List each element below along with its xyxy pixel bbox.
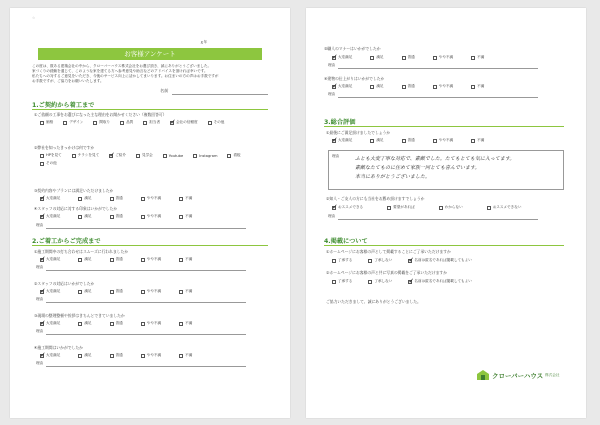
option[interactable] [110, 214, 123, 219]
option[interactable] [408, 258, 472, 263]
option-label: 不満 [477, 55, 485, 59]
option[interactable] [332, 258, 352, 263]
option[interactable] [110, 196, 123, 201]
option-label: Youtube [168, 153, 184, 158]
s3-q2-text: ②知人・ご友人の方にも当社をお薦め頂けますでしょうか [326, 196, 425, 201]
option[interactable] [332, 279, 352, 284]
checkbox[interactable] [110, 215, 114, 219]
s3-q2-reason-field[interactable] [338, 219, 538, 220]
s4-q1-text: ①ホームページにお客様の声として掲載することにご了承いただけますか [326, 249, 451, 254]
option[interactable] [368, 279, 392, 284]
option[interactable] [40, 153, 62, 158]
option-label: 満足 [84, 214, 92, 218]
q5-scale [332, 55, 484, 60]
option-label: 普通 [115, 196, 123, 200]
checkbox[interactable] [40, 121, 44, 125]
s2-q3-reason-field[interactable] [46, 334, 246, 335]
thanks-text: ご協力いただきまして、誠にありがとうございました。 [326, 299, 421, 304]
option[interactable] [227, 153, 240, 158]
s2-q1-text: ①施工期間中の打ち合わせはスムーズに行われましたか [34, 249, 129, 254]
option[interactable] [179, 196, 192, 201]
survey-page-2 [306, 8, 586, 418]
section-1-title: 1.ご契約から着工まで [32, 102, 95, 109]
option-label: 了承しない [374, 258, 393, 262]
q5-text: ⑤職人のマナーはいかがでしたか [324, 46, 381, 51]
checkbox[interactable] [110, 258, 114, 262]
option-label: 普通 [115, 321, 123, 325]
page-mark: ☆ [32, 16, 36, 20]
option-label: ご紹介 [115, 153, 126, 157]
option[interactable] [179, 214, 192, 219]
checkbox[interactable] [78, 290, 82, 294]
option[interactable] [332, 55, 352, 60]
option[interactable] [120, 120, 133, 125]
checkbox[interactable] [368, 280, 372, 284]
option-label: 間取り [99, 120, 111, 124]
option[interactable] [170, 120, 198, 125]
option[interactable] [110, 257, 123, 262]
name-field[interactable] [172, 94, 268, 95]
checkbox[interactable] [402, 56, 406, 60]
s1-q4-scale [40, 214, 192, 219]
checkbox[interactable] [370, 56, 374, 60]
option[interactable] [141, 214, 161, 219]
option[interactable] [487, 205, 522, 210]
section-1-rule [32, 109, 268, 110]
checkbox[interactable] [78, 322, 82, 326]
section-4-rule [324, 245, 564, 246]
checkbox[interactable] [40, 162, 44, 166]
checkbox[interactable] [110, 354, 114, 358]
q6-text: ⑥建物の仕上がりはいかがでしたか [324, 76, 385, 81]
option[interactable] [40, 353, 60, 358]
option-label: 満足 [84, 353, 92, 357]
section-2-rule [32, 245, 268, 246]
s2-q4-reason-field[interactable] [46, 366, 246, 367]
option-label: 普通 [407, 138, 415, 142]
checkbox[interactable] [433, 56, 437, 60]
checkbox[interactable] [141, 290, 145, 294]
option[interactable] [402, 138, 415, 143]
q5-reason-label: 理由 [328, 63, 336, 67]
option-label: その他 [46, 161, 57, 165]
option[interactable] [78, 353, 91, 358]
checkbox[interactable] [141, 322, 145, 326]
section-3-rule [324, 126, 564, 127]
option-label: 満足 [376, 84, 384, 88]
s3-q1-text: ①最後にご満足頂けましたでしょうか [326, 130, 391, 135]
checkbox[interactable] [433, 139, 437, 143]
option-label: 満足 [376, 55, 384, 59]
option-label: 見学会 [142, 153, 153, 157]
option-label: 満足 [84, 196, 92, 200]
checkbox[interactable] [487, 206, 491, 210]
s1-q1-text: ①ご依頼の工事をお選びになった主な理由をお聞かせください（複数回答可） [34, 112, 167, 117]
company-name: クローバーハウス [492, 371, 544, 380]
checkbox[interactable] [408, 280, 412, 284]
s1-q4-text: ④スタッフの対応に対する印象はいかがでしたか [34, 206, 118, 211]
checkbox[interactable] [332, 206, 336, 210]
checkbox[interactable] [471, 85, 475, 89]
s2-q1-reason-label: 理由 [36, 265, 44, 269]
option[interactable] [141, 353, 161, 358]
checkbox[interactable] [40, 258, 44, 262]
s2-q3-reason-label: 理由 [36, 329, 44, 333]
checkbox[interactable] [179, 215, 183, 219]
option[interactable] [179, 321, 192, 326]
option-label: 価格 [46, 120, 54, 124]
s2-q2-reason-field[interactable] [46, 302, 246, 303]
option-label: 不満 [185, 289, 193, 293]
option-label: 大変満足 [46, 289, 61, 293]
option-label: 看板 [233, 153, 241, 157]
checkbox[interactable] [141, 215, 145, 219]
checkbox[interactable] [78, 197, 82, 201]
option[interactable] [408, 279, 472, 284]
checkbox[interactable] [402, 139, 406, 143]
option[interactable] [471, 84, 484, 89]
s1-q2-options [40, 153, 265, 166]
option-label: 満足 [376, 138, 384, 142]
s2-q3-scale [40, 321, 192, 326]
checkbox[interactable] [170, 121, 174, 125]
option[interactable] [141, 289, 161, 294]
checkbox[interactable] [141, 258, 145, 262]
option[interactable] [40, 161, 57, 166]
checkbox[interactable] [163, 154, 167, 158]
checkbox[interactable] [368, 259, 372, 263]
s2-q2-scale [40, 289, 192, 294]
s2-q2-text: ②スタッフの対応はいかがでしたか [34, 281, 95, 286]
option-label: わからない [444, 205, 463, 209]
option-label: 普通 [407, 84, 415, 88]
option-label: Instagram [199, 153, 218, 158]
s1-q3-scale [40, 196, 192, 201]
option[interactable] [208, 120, 225, 125]
checkbox[interactable] [370, 139, 374, 143]
option-label: 満足 [84, 257, 92, 261]
option[interactable] [370, 84, 383, 89]
option-label: 不満 [477, 84, 485, 88]
s3-q2-reason-label: 理由 [328, 214, 336, 218]
survey-page-1 [10, 8, 290, 418]
option[interactable] [433, 55, 453, 60]
checkbox[interactable] [332, 280, 336, 284]
option[interactable] [433, 138, 453, 143]
checkbox[interactable] [370, 85, 374, 89]
s4-q1-options [332, 258, 472, 263]
option[interactable] [471, 55, 484, 60]
checkbox[interactable] [408, 259, 412, 263]
s2-q4-scale [40, 353, 192, 358]
checkbox[interactable] [136, 154, 140, 158]
option-label: 担当者 [149, 120, 161, 124]
option[interactable] [439, 205, 463, 210]
option[interactable] [78, 214, 91, 219]
s2-q1-scale [40, 257, 192, 262]
option[interactable] [63, 120, 83, 125]
comment-label: 理由 [332, 154, 340, 158]
option[interactable] [370, 138, 383, 143]
option[interactable] [109, 153, 126, 158]
option-label: 普通 [115, 214, 123, 218]
option-label: 大変満足 [46, 321, 61, 325]
option[interactable] [402, 55, 415, 60]
checkbox[interactable] [72, 154, 76, 158]
checkbox[interactable] [332, 259, 336, 263]
checkbox[interactable] [40, 154, 44, 158]
option-label: 普通 [115, 289, 123, 293]
checkbox[interactable] [63, 121, 67, 125]
checkbox[interactable] [179, 258, 183, 262]
option-label: 大変満足 [46, 353, 61, 357]
option-label: 満足 [84, 321, 92, 325]
s2-q2-reason-label: 理由 [36, 297, 44, 301]
section-2-title: 2.ご着工からご完成まで [32, 238, 101, 245]
option[interactable] [163, 153, 183, 158]
s1-q2-text: ②弊社を知ったきっかけは何ですか [34, 145, 95, 150]
checkbox[interactable] [332, 85, 336, 89]
option-label: やや不満 [438, 55, 454, 59]
checkbox[interactable] [387, 206, 391, 210]
option-label: 満足 [84, 289, 92, 293]
option-label: デザイン [69, 120, 84, 124]
option[interactable] [179, 353, 192, 358]
option[interactable] [110, 353, 123, 358]
checkbox[interactable] [40, 197, 44, 201]
survey-title: お客様アンケート [38, 48, 262, 60]
option-label: 普通 [115, 257, 123, 261]
header-number: ｇ年 [200, 40, 208, 44]
option[interactable] [93, 120, 110, 125]
option[interactable] [78, 321, 91, 326]
option[interactable] [332, 205, 363, 210]
option[interactable] [179, 289, 192, 294]
checkbox[interactable] [120, 121, 124, 125]
option[interactable] [179, 257, 192, 262]
checkbox[interactable] [179, 354, 183, 358]
option-label: その他 [213, 120, 225, 124]
option-label: 了承しない [374, 279, 393, 283]
q6-reason-field[interactable] [338, 97, 538, 98]
checkbox[interactable] [433, 85, 437, 89]
section-4-title: 4.掲載について [324, 238, 368, 245]
checkbox[interactable] [93, 121, 97, 125]
option[interactable] [40, 214, 60, 219]
option-label: 大変満足 [46, 214, 61, 218]
option[interactable] [40, 289, 60, 294]
s2-q1-reason-field[interactable] [46, 270, 246, 271]
option-label: 了承する [338, 279, 353, 283]
option[interactable] [40, 321, 60, 326]
name-label: 名前 [160, 88, 169, 93]
option[interactable] [72, 153, 100, 158]
option-label: 要望があれば [393, 205, 415, 209]
option-label: やや不満 [146, 321, 162, 325]
option-label: 大変満足 [46, 257, 61, 261]
option-label: 不満 [477, 138, 485, 142]
option-label: やや不満 [146, 214, 162, 218]
option-label: 不満 [185, 257, 193, 261]
option-label: 不満 [185, 214, 193, 218]
option-label: やや不満 [146, 353, 162, 357]
s4-q2-text: ②ホームページにお客様の声と共に写真の掲載をご了承いただけますか [326, 270, 448, 275]
option[interactable] [433, 84, 453, 89]
option[interactable] [40, 257, 60, 262]
checkbox[interactable] [332, 139, 336, 143]
option-label: やや不満 [438, 84, 454, 88]
checkbox[interactable] [193, 154, 197, 158]
option[interactable] [78, 257, 91, 262]
checkbox[interactable] [471, 139, 475, 143]
s3-q1-scale [332, 138, 484, 143]
checkbox[interactable] [109, 154, 113, 158]
checkbox[interactable] [439, 206, 443, 210]
option-label: やや不満 [438, 138, 454, 142]
checkbox[interactable] [179, 290, 183, 294]
clover-house-icon [476, 369, 490, 381]
option-label: HPを見て [46, 153, 62, 157]
option[interactable] [78, 289, 91, 294]
option-label: 名前は匿名であれば掲載してもよい [414, 279, 472, 283]
q6-scale [332, 84, 484, 89]
option-label: やや不満 [146, 196, 162, 200]
option-label: やや不満 [146, 257, 162, 261]
checkbox[interactable] [471, 56, 475, 60]
option-label: おススメできない [492, 205, 522, 209]
option-label: やや不満 [146, 289, 162, 293]
option[interactable] [141, 196, 161, 201]
checkbox[interactable] [78, 258, 82, 262]
checkbox[interactable] [332, 56, 336, 60]
company-suffix: 株式会社 [545, 372, 560, 377]
s1-q1-options [40, 120, 260, 125]
option[interactable] [471, 138, 484, 143]
option[interactable] [143, 120, 160, 125]
option-label: 不満 [185, 196, 193, 200]
option-label: 大変満足 [338, 138, 353, 142]
option-label: 大変満足 [338, 84, 353, 88]
s1-q4-reason-field[interactable] [46, 228, 246, 229]
option-label: 名前は匿名であれば掲載してもよい [414, 258, 472, 262]
checkbox[interactable] [179, 322, 183, 326]
q6-reason-label: 理由 [328, 92, 336, 96]
option[interactable] [40, 196, 60, 201]
option[interactable] [110, 289, 123, 294]
option-label: 普通 [115, 353, 123, 357]
checkbox[interactable] [141, 354, 145, 358]
option-label: 不満 [185, 321, 193, 325]
option[interactable] [78, 196, 91, 201]
handwritten-comment: ふとも大変丁寧な対応で、素敵でした。たてもとても気に入ってます。 素敵なたてものに住めて家族一同とても喜んでいます。 本当にありがとうございました。 [355, 156, 515, 180]
s2-q4-text: ④施工期間はいかがでしたか [34, 345, 83, 350]
option[interactable] [141, 321, 161, 326]
option[interactable] [402, 84, 415, 89]
option[interactable] [387, 205, 415, 210]
checkbox[interactable] [78, 215, 82, 219]
checkbox[interactable] [110, 197, 114, 201]
option[interactable] [332, 138, 352, 143]
checkbox[interactable] [179, 197, 183, 201]
intro-text: この度は、数ある建築会社の中から、クローバーハウス株式会社をお選び頂き、誠にありがとうございました。 家づくりの経験を通じて、このような家を建てる方へ参考意見や助言などのアドバイスを頂ければ幸いです。 私たちへの対するご意見をいただき、今後のサービス向上に活かしてまいります。お住まいの方の声はお手数ですが お手数ですが、ご協力をお願いいたします。 [32, 64, 219, 83]
company-logo [476, 369, 560, 381]
checkbox[interactable] [141, 197, 145, 201]
checkbox[interactable] [40, 322, 44, 326]
q5-reason-field[interactable] [338, 68, 538, 69]
section-3-title: 3.総合評価 [324, 119, 356, 126]
checkbox[interactable] [78, 354, 82, 358]
option[interactable] [141, 257, 161, 262]
checkbox[interactable] [208, 121, 212, 125]
checkbox[interactable] [40, 215, 44, 219]
option[interactable] [193, 153, 217, 158]
checkbox[interactable] [110, 290, 114, 294]
option-label: 会社の信頼度 [176, 120, 198, 124]
checkbox[interactable] [227, 154, 231, 158]
checkbox[interactable] [40, 354, 44, 358]
s1-q4-reason-label: 理由 [36, 223, 44, 227]
checkbox[interactable] [110, 322, 114, 326]
s2-q3-text: ③現場の整理整頓や挨拶はきちんとできていましたか [34, 313, 125, 318]
option-label: 不満 [185, 353, 193, 357]
s2-q4-reason-label: 理由 [36, 361, 44, 365]
checkbox[interactable] [40, 290, 44, 294]
s1-q3-text: ③契約内容やプランには満足いただけましたか [34, 188, 114, 193]
option[interactable] [370, 55, 383, 60]
option-label: チラシを見て [77, 153, 100, 157]
checkbox[interactable] [143, 121, 147, 125]
option-label: おススメできる [338, 205, 364, 209]
recommend-options [332, 205, 521, 210]
option[interactable] [332, 84, 352, 89]
comment-box[interactable] [328, 150, 564, 190]
checkbox[interactable] [402, 85, 406, 89]
option-label: 品質 [126, 120, 134, 124]
option-label: 普通 [407, 55, 415, 59]
option[interactable] [110, 321, 123, 326]
option[interactable] [40, 120, 53, 125]
option-label: 大変満足 [46, 196, 61, 200]
option-label: 大変満足 [338, 55, 353, 59]
option-label: 了承する [338, 258, 353, 262]
s4-q2-options [332, 279, 472, 284]
option[interactable] [368, 258, 392, 263]
option[interactable] [136, 153, 153, 158]
